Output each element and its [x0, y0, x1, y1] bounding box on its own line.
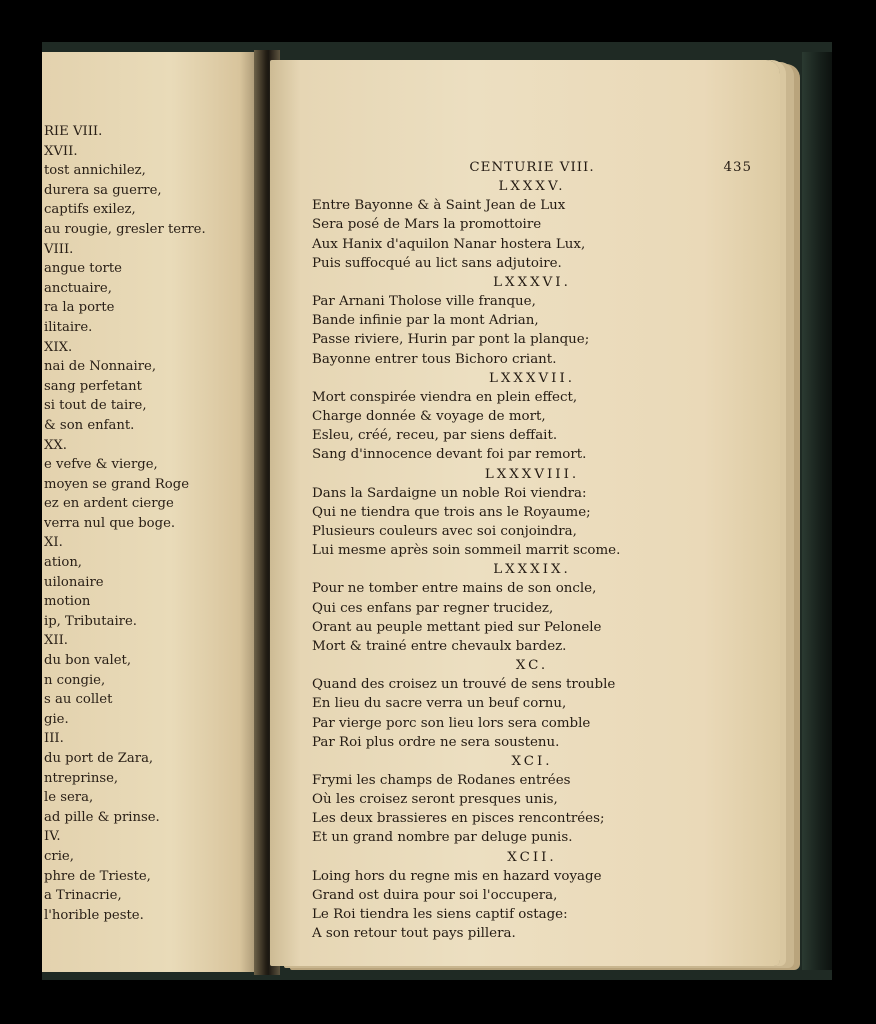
left-page-line: ilitaire. [44, 319, 93, 335]
quatrain-line: Loing hors du regne mis en hazard voyage [312, 868, 602, 884]
left-page-line: le sera, [44, 790, 94, 806]
left-page-line: crie, [44, 848, 74, 864]
book-photo [42, 42, 832, 980]
left-page-line: s au collet [44, 692, 113, 708]
left-page-line: ip, Tributaire. [44, 613, 137, 629]
left-page-line: & son enfant. [44, 417, 135, 433]
left-page-line: l'horible peste. [44, 907, 144, 923]
left-page-line: ation, [44, 555, 83, 571]
quatrain-line: Sera posé de Mars la promottoire [312, 217, 542, 233]
left-page-line: RIE VIII. [44, 124, 103, 139]
left-page-line: moyen se grand Roge [44, 476, 189, 492]
quatrain-numeral: LXXXVI. [493, 274, 571, 290]
quatrain-line: Les deux brassieres en pisces rencontrées; [312, 811, 605, 827]
left-page-line: XX. [44, 437, 67, 453]
left-page-line: ntreprinse, [44, 770, 119, 786]
left-page-line: captifs exilez, [44, 202, 136, 218]
quatrain-line: Bande infinie par la mont Adrian, [312, 313, 539, 329]
running-header: CENTURIE VIII. [469, 160, 595, 175]
quatrain-line: Qui ne tiendra que trois ans le Royaume; [312, 504, 591, 520]
quatrain-line: Où les croisez seront presques unis, [312, 792, 558, 808]
left-page-line: VIII. [44, 241, 74, 257]
quatrain-line: Plusieurs couleurs avec soi conjoindra, [312, 523, 577, 539]
quatrain-line: Orant au peuple mettant pied sur Pelonele [312, 619, 602, 635]
right-page [270, 60, 780, 966]
quatrain-line: En lieu du sacre verra un beuf cornu, [312, 696, 567, 712]
quatrain-line: Par Arnani Tholose ville franque, [312, 294, 536, 310]
quatrain-numeral: LXXXIX. [493, 562, 571, 578]
quatrain-line: Aux Hanix d'aquilon Nanar hostera Lux, [312, 236, 586, 252]
left-page-line: anctuaire, [44, 280, 112, 296]
quatrain-numeral: LXXXV. [498, 179, 566, 195]
quatrain-line: Entre Bayonne & à Saint Jean de Lux [312, 198, 566, 214]
left-page-line: verra nul que boge. [44, 515, 176, 531]
quatrain-line: Quand des croisez un trouvé de sens trouble [312, 677, 616, 693]
quatrain-line: A son retour tout pays pillera. [312, 926, 516, 942]
quatrain-line: Mort & trainé entre chevaulx bardez. [312, 638, 567, 654]
left-page-line: XI. [44, 535, 63, 551]
left-page-line: tost annichilez, [44, 163, 146, 179]
left-page-line: sang perfetant [44, 378, 142, 394]
left-page-line: uilonaire [44, 574, 104, 590]
quatrain-line: Charge donnée & voyage de mort, [312, 409, 546, 425]
book-cover-edge [802, 52, 832, 970]
left-page-line: XIX. [44, 339, 73, 355]
left-page-line: du port de Zara, [44, 751, 154, 766]
quatrain-line: Par Roi plus ordre ne sera soustenu. [312, 734, 560, 750]
page-header [312, 158, 752, 177]
left-page-line: durera sa guerre, [44, 182, 162, 198]
left-page-line: XVII. [44, 143, 78, 159]
quatrain-line: Puis suffocqué au lict sans adjutoire. [312, 255, 562, 271]
page-number: 435 [723, 160, 752, 175]
quatrain-line: Mort conspirée viendra en plein effect, [312, 389, 578, 405]
left-page-line: ad pille & prinse. [44, 809, 160, 825]
left-page-line: nai de Nonnaire, [44, 359, 157, 375]
quatrain-line: Et un grand nombre par deluge punis. [312, 830, 573, 846]
quatrain-numeral: LXXXVII. [489, 370, 575, 386]
left-page-line: ra la porte [44, 300, 115, 316]
quatrain-line: Esleu, créé, receu, par siens deffait. [312, 428, 558, 444]
quatrain-line: Par vierge porc son lieu lors sera comble [312, 715, 591, 731]
quatrain-line: Le Roi tiendra les siens captif ostage: [312, 907, 568, 923]
left-page-line: angue torte [44, 261, 122, 277]
left-page-line: a Trinacrie, [44, 888, 122, 904]
left-page-line: du bon valet, [44, 653, 132, 669]
quatrain-numeral: XCI. [511, 753, 553, 769]
left-page-text [44, 122, 206, 925]
quatrain-line: Frymi les champs de Rodanes entrées [312, 773, 571, 788]
quatrain-numeral: LXXXVIII. [484, 466, 580, 482]
quatrain-line: Grand ost duira pour soi l'occupera, [312, 887, 558, 903]
quatrain-line: Pour ne tomber entre mains de son oncle, [312, 581, 597, 597]
left-page-line: XII. [44, 633, 68, 649]
quatrain-numeral: XCII. [507, 849, 557, 865]
left-page-line: gie. [44, 711, 69, 727]
left-page [42, 52, 257, 972]
left-page-line: motion [44, 594, 91, 610]
quatrain-line: Sang d'innocence devant foi par remort. [312, 447, 587, 463]
left-page-line: n congie, [44, 672, 106, 688]
left-page-line: si tout de taire, [44, 398, 147, 414]
left-page-line: ez en ardent cierge [44, 496, 174, 512]
left-page-line: phre de Trieste, [44, 868, 151, 884]
quatrain-line: Qui ces enfans par regner trucidez, [312, 600, 554, 616]
left-page-line: IV. [44, 829, 61, 845]
quatrain-numeral: XC. [515, 658, 549, 674]
right-page-text [312, 158, 752, 943]
quatrain-line: Bayonne entrer tous Bichoro criant. [312, 351, 557, 367]
quatrain-line: Lui mesme après soin sommeil marrit scome. [312, 543, 621, 559]
left-page-line: au rougie, gresler terre. [44, 221, 206, 237]
left-page-line: III. [44, 731, 64, 747]
quatrain-line: Passe riviere, Hurin par pont la planque; [312, 332, 590, 348]
left-page-line: e vefve & vierge, [44, 457, 158, 473]
quatrain-line: Dans la Sardaigne un noble Roi viendra: [312, 485, 587, 501]
quatrain-list [312, 177, 752, 943]
